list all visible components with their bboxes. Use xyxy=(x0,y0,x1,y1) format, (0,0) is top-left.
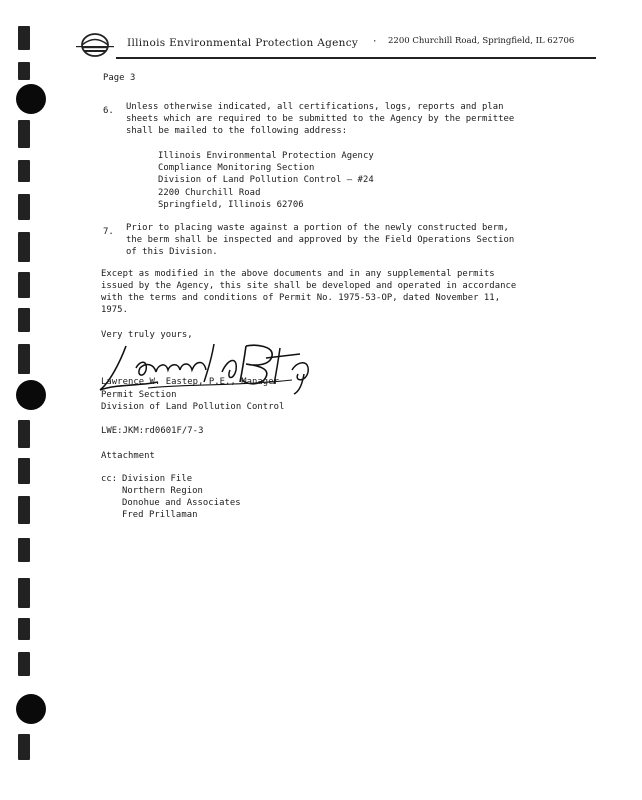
address-line: 2200 Churchill Road xyxy=(158,188,261,198)
closing-line: issued by the Agency, this site shall be developed and operated in accordance xyxy=(101,281,517,291)
address-line: Springfield, Illinois 62706 xyxy=(158,200,304,210)
attachment-label: Attachment xyxy=(101,451,155,461)
cc-recipient: Northern Region xyxy=(122,486,203,496)
address-line: Compliance Monitoring Section xyxy=(158,163,315,173)
item-number: 7. xyxy=(103,227,114,237)
cc-label: cc: xyxy=(101,474,118,484)
valediction: Very truly yours, xyxy=(101,330,193,340)
margin-mark xyxy=(18,538,30,562)
item-line: the berm shall be inspected and approved by the Field Operations Section xyxy=(126,235,515,245)
margin-mark xyxy=(18,344,30,374)
address-line: Division of Land Pollution Control — #24 xyxy=(158,175,374,185)
margin-mark xyxy=(18,420,30,448)
margin-mark xyxy=(18,160,30,182)
reference-initials: LWE:JKM:rd0601F/7-3 xyxy=(101,426,204,436)
address-line: Illinois Environmental Protection Agency xyxy=(158,151,374,161)
item-number: 6. xyxy=(103,106,114,116)
item-line: Prior to placing waste against a portion of the newly constructed berm, xyxy=(126,223,509,233)
signatory-division: Division of Land Pollution Control xyxy=(101,402,285,412)
item-line: sheets which are required to be submitted to the Agency by the permittee xyxy=(126,114,515,124)
margin-mark xyxy=(18,26,30,50)
margin-mark xyxy=(18,652,30,676)
item-line: Unless otherwise indicated, all certifications, logs, reports and plan xyxy=(126,102,504,112)
letterhead-separator: · xyxy=(372,37,378,47)
closing-line: Except as modified in the above documents and in any supplemental permits xyxy=(101,269,495,279)
punch-hole xyxy=(16,84,46,114)
item-line: of this Division. xyxy=(126,247,218,257)
cc-recipient: Donohue and Associates xyxy=(122,498,241,508)
agency-logo-icon xyxy=(74,30,116,60)
punch-hole xyxy=(16,380,46,410)
closing-line: with the terms and conditions of Permit No. 1975-53-OP, dated November 11, xyxy=(101,293,501,303)
margin-mark xyxy=(18,734,30,760)
letterhead-rule xyxy=(116,57,596,59)
margin-mark xyxy=(18,232,30,262)
margin-mark xyxy=(18,458,30,484)
binding-strip xyxy=(14,18,40,778)
letterhead-agency-name: Illinois Environmental Protection Agency xyxy=(127,37,359,49)
margin-mark xyxy=(18,272,30,298)
margin-mark xyxy=(18,62,30,80)
punch-hole xyxy=(16,694,46,724)
letterhead-address: 2200 Churchill Road, Springfield, IL 62706 xyxy=(388,36,575,46)
margin-mark xyxy=(18,496,30,524)
cc-recipient: Fred Prillaman xyxy=(122,510,198,520)
item-line: shall be mailed to the following address: xyxy=(126,126,348,136)
cc-recipient: Division File xyxy=(122,474,193,484)
closing-line: 1975. xyxy=(101,305,128,315)
margin-mark xyxy=(18,120,30,148)
margin-mark xyxy=(18,194,30,220)
signatory-section: Permit Section xyxy=(101,390,177,400)
margin-mark xyxy=(18,578,30,608)
margin-mark xyxy=(18,618,30,640)
page-label: Page 3 xyxy=(103,73,136,83)
signatory-name: Lawrence W. Eastep, P.E., Manager xyxy=(101,377,279,387)
margin-mark xyxy=(18,308,30,332)
